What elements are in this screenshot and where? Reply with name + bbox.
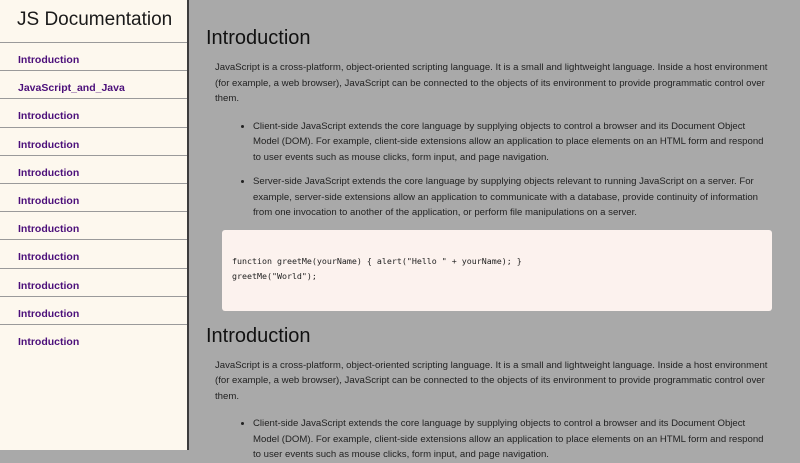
bullet-item: • Client-side JavaScript extends the core language by supplying objects to control a browser and its Document Object Model (DOM). For example, client-side extensions allow an application to place elements on an HTML form and respond to user events such as mouse clicks, form input, and page navigation.	[253, 416, 772, 463]
nav-link-introduction[interactable]: Introduction	[18, 335, 80, 348]
nav-link-introduction[interactable]: Introduction	[18, 110, 80, 123]
nav-item	[0, 184, 187, 212]
nav-title: JS Documentation	[0, 0, 187, 43]
nav-link-introduction[interactable]: Introduction	[18, 251, 80, 264]
nav-link-introduction[interactable]: Introduction	[18, 194, 80, 207]
section-bullet-list	[206, 416, 772, 463]
nav-link-introduction[interactable]: Introduction	[18, 223, 80, 236]
nav-link-introduction[interactable]: Introduction	[18, 54, 80, 66]
nav-item	[0, 240, 187, 268]
code-line: function greetMe(yourName) { alert("Hello " + yourName); }	[232, 255, 522, 266]
navbar	[0, 0, 189, 450]
nav-link-introduction[interactable]: Introduction	[18, 138, 80, 151]
section-heading: Introduction	[206, 324, 311, 347]
code-line: greetMe("World");	[232, 270, 317, 281]
nav-item	[0, 325, 187, 353]
section-paragraph: JavaScript is a cross-platform, object-oriented scripting language. It is a small and lightweight language. Inside a host environment (for example, a web browser), JavaScript can be connected to the objects of its environment to provide programmatic control over them.	[215, 62, 768, 104]
main-doc	[189, 0, 800, 460]
nav-item	[0, 43, 187, 71]
section-bullet-list	[206, 119, 772, 221]
section-paragraph: JavaScript is a cross-platform, object-oriented scripting language. It is a small and lightweight language. Inside a host environment (for example, a web browser), JavaScript can be connected to the objects of its environment to provide programmatic control over them.	[215, 359, 768, 402]
nav-link-introduction[interactable]: Introduction	[18, 307, 80, 320]
doc-section	[206, 311, 772, 463]
section-heading: Introduction	[206, 27, 311, 49]
nav-link-introduction[interactable]: Introduction	[18, 166, 80, 179]
nav-link-javascript-and-java[interactable]: JavaScript_and_Java	[18, 82, 125, 95]
nav-item	[0, 269, 187, 297]
nav-item	[0, 128, 187, 156]
nav-list	[0, 43, 187, 353]
bullet-item: • Client-side JavaScript extends the core language by supplying objects to control a browser and its Document Object Model (DOM). For example, client-side extensions allow an application to place elements on an HTML form and respond to user events such as mouse clicks, form input, and page navigation.	[253, 119, 772, 166]
nav-item	[0, 156, 187, 184]
nav-item	[0, 71, 187, 99]
bullet-item: • Server-side JavaScript extends the core language by supplying objects relevant to running JavaScript on a server. For example, server-side extensions allow an application to communicate with a database, provide continuity of information from one invocation to another of the application, or perform file manipulations on a server.	[253, 174, 772, 221]
nav-item	[0, 99, 187, 127]
nav-item	[0, 212, 187, 240]
nav-link-introduction[interactable]: Introduction	[18, 279, 80, 292]
nav-item	[0, 297, 187, 325]
doc-section	[206, 0, 772, 311]
code-block	[222, 230, 772, 311]
